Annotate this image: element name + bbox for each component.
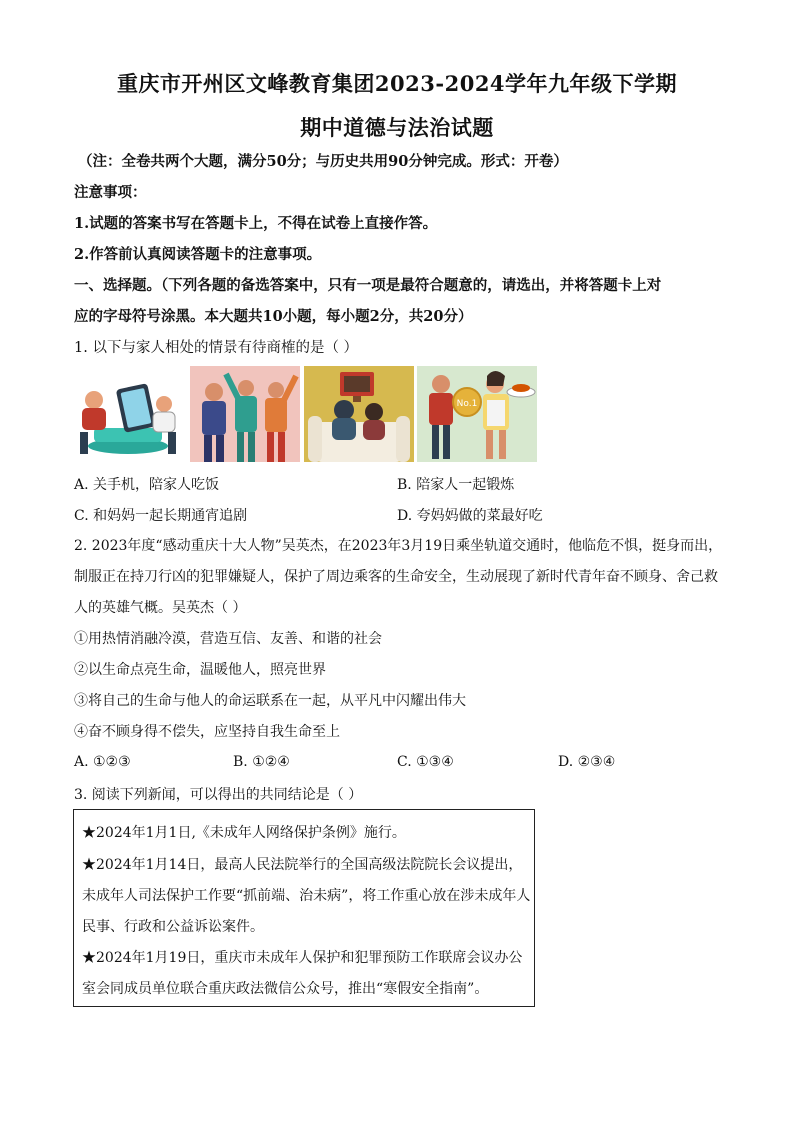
question-2-statement-2: ②以生命点亮生命，温暖他人，照亮世界 [74, 662, 326, 678]
exam-note: （注：全卷共两个大题，满分50分；与历史共用90分钟完成。形式：开卷） [78, 153, 568, 170]
question-2-option-c[interactable]: C. ①③④ [397, 754, 454, 770]
question-3-stem: 3. 阅读下列新闻，可以得出的共同结论是（ ） [74, 787, 363, 803]
news-item-3-cont: 室会同成员单位联合重庆政法微信公众号，推出“寒假安全指南”。 [82, 981, 489, 997]
family-exercise-image [190, 366, 300, 462]
question-1-option-b[interactable]: B. 陪家人一起锻炼 [397, 477, 515, 493]
instruction-item-2: 2.作答前认真阅读答题卡的注意事项。 [74, 246, 322, 263]
question-1-images [72, 366, 538, 464]
family-praise-image [417, 366, 537, 462]
instruction-item-1: 1.试题的答案书写在答题卡上，不得在试卷上直接作答。 [74, 215, 438, 232]
question-2-statement-1: ①用热情消融冷漠，营造互信、友善、和谐的社会 [74, 631, 382, 647]
exam-title: 重庆市开州区文峰教育集团2023-2024学年九年级下学期 [116, 71, 678, 96]
question-2-stem: 2. 2023年度“感动重庆十大人物”吴英杰，在2023年3月19日乘坐轨道交通时，他临危不惧，挺身而出， [74, 538, 723, 554]
section-heading: 一、选择题。（下列各题的备选答案中，只有一项是最符合题意的，请选出，并将答题卡上对 [74, 277, 662, 294]
news-item-2: ★2024年1月14日，最高人民法院举行的全国高级法院院长会议提出， [82, 857, 523, 873]
question-2-option-b[interactable]: B. ①②④ [233, 754, 290, 770]
question-2-statement-4: ④奋不顾身得不偿失，应坚持自我生命至上 [74, 724, 340, 740]
section-heading-cont: 应的字母符号涂黑。本大题共10小题，每小题2分，共20分） [74, 308, 473, 325]
question-1-stem: 1. 以下与家人相处的情景有待商榷的是（ ） [74, 340, 359, 356]
question-2-stem-cont: 制服正在持刀行凶的犯罪嫌疑人，保护了周边乘客的生命安全，生动展现了新时代青年奋不顾身、舍己救 [74, 569, 718, 585]
no1-badge-text: No.1 [456, 399, 478, 409]
exam-subtitle: 期中道德与法治试题 [300, 115, 494, 140]
family-dinner-image [72, 366, 184, 462]
question-1-option-d[interactable]: D. 夸妈妈做的菜最好吃 [397, 508, 543, 524]
news-item-3: ★2024年1月19日，重庆市未成年人保护和犯罪预防工作联席会议办公 [82, 950, 523, 966]
question-1-option-c[interactable]: C. 和妈妈一起长期通宵追剧 [74, 508, 248, 524]
question-2-statement-3: ③将自己的生命与他人的命运联系在一起，从平凡中闪耀出伟大 [74, 693, 466, 709]
news-box [73, 809, 535, 1007]
family-tv-image [304, 366, 414, 462]
question-2-stem-end: 人的英雄气概。吴英杰（ ） [74, 600, 247, 616]
question-1-option-a[interactable]: A. 关手机，陪家人吃饭 [74, 477, 220, 493]
question-2-option-d[interactable]: D. ②③④ [558, 754, 616, 770]
news-item-2-cont: 未成年人司法保护工作要“抓前端、治未病”，将工作重心放在涉未成年人 [82, 888, 531, 904]
news-item-1: ★2024年1月1日,《未成年人网络保护条例》施行。 [82, 825, 406, 841]
instructions-heading: 注意事项： [74, 184, 147, 201]
question-2-option-a[interactable]: A. ①②③ [74, 754, 131, 770]
news-item-2-end: 民事、行政和公益诉讼案件。 [82, 919, 264, 935]
